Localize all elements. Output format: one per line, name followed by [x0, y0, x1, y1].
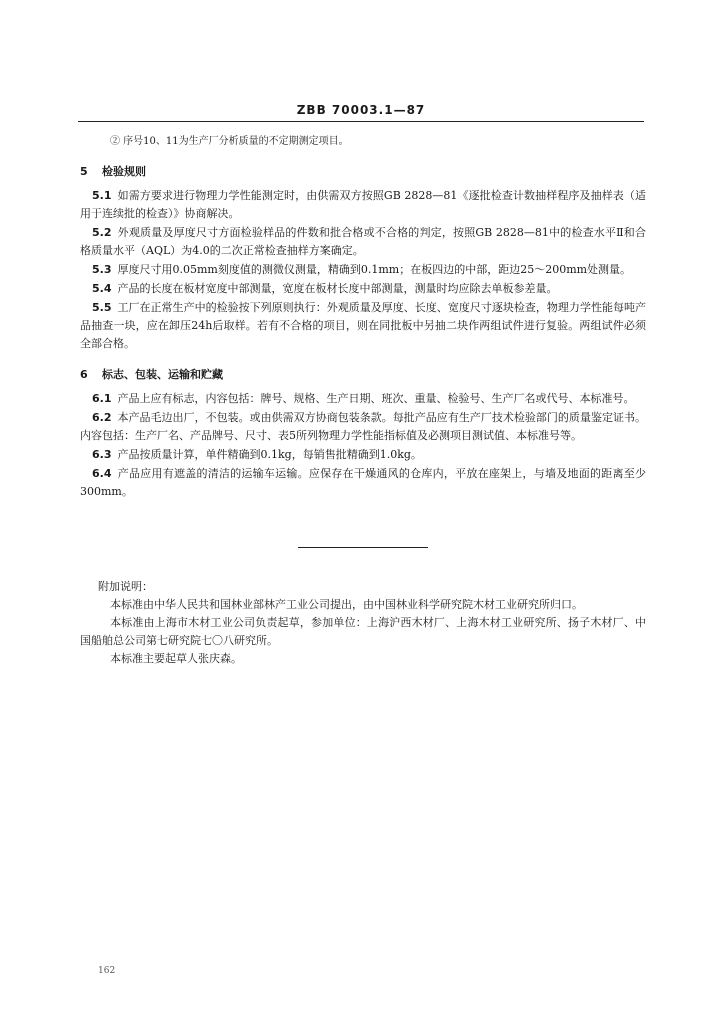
clause-number: 5.5	[92, 301, 112, 314]
table-footnote: ② 序号10、11为生产厂分析质量的不定期测定项目。	[110, 136, 349, 147]
clause-5-2	[80, 224, 646, 260]
section-number: 6	[80, 368, 88, 381]
clause-6-4	[80, 465, 646, 501]
clause-text: 工厂在正常生产中的检验按下列原则执行：外观质量及厚度、长度、宽度尺寸逐块检查，物理力学性能每吨产品抽查一块，应在卸压24h后取样。若有不合格的项目，则在同批板中另抽二块作两组试件进行复验。两组试件必须全部合格。	[80, 301, 646, 350]
clause-text: 产品上应有标志，内容包括：牌号、规格、生产日期、班次、重量、检验号、生产厂名或代号、本标准号。	[117, 392, 635, 405]
document-body	[80, 134, 646, 668]
standard-code-header: ZBB 70003.1—87	[296, 103, 426, 117]
clause-number: 6.1	[92, 392, 112, 405]
section-title: 标志、包装、运输和贮藏	[102, 368, 223, 381]
section-title: 检验规则	[102, 165, 146, 178]
clause-5-1	[80, 187, 646, 223]
clause-text: 产品按质量计算，单件精确到0.1kg，每销售批精确到1.0kg。	[117, 448, 422, 461]
clause-6-2	[80, 409, 646, 445]
clause-number: 5.3	[92, 263, 112, 276]
clause-number: 5.2	[92, 226, 112, 239]
appendix-line: 本标准由中华人民共和国林业部林产工业公司提出，由中国林业科学研究院木材工业研究所归口。	[110, 598, 583, 611]
clause-6-3	[80, 446, 646, 464]
clause-number: 6.2	[92, 411, 112, 424]
section-heading-6	[80, 366, 646, 384]
clause-text: 本产品毛边出厂，不包装。或由供需双方协商包装条款。每批产品应有生产厂技术检验部门的质量鉴定证书。内容包括：生产厂名、产品牌号、尺寸、表5所列物理力学性能指标值及必测项目测试值、本标准号等。	[80, 411, 646, 442]
section-divider	[298, 547, 428, 548]
clause-number: 5.1	[92, 189, 112, 202]
appendix-line: 本标准由上海市木材工业公司负责起草，参加单位：上海沪西木材厂、上海木材工业研究所、扬子木材厂、中国船舶总公司第七研究院七〇八研究所。	[80, 616, 646, 647]
clause-text: 如需方要求进行物理力学性能测定时，由供需双方按照GB 2828—81《逐批检查计数抽样程序及抽样表（适用于连续批的检查）》协商解决。	[80, 189, 646, 220]
appendix-title: 附加说明：	[98, 580, 153, 593]
appendix-line: 本标准主要起草人张庆森。	[110, 652, 242, 665]
header-rule	[78, 121, 644, 122]
clause-5-4	[80, 280, 646, 298]
clause-6-1	[80, 390, 646, 408]
section-number: 5	[80, 165, 88, 178]
clause-number: 6.3	[92, 448, 112, 461]
clause-number: 6.4	[92, 467, 112, 480]
clause-text: 厚度尺寸用0.05mm刻度值的测微仪测量，精确到0.1mm；在板四边的中部，距边25～200mm处测量。	[117, 263, 632, 276]
section-heading-5	[80, 163, 646, 181]
clause-text: 产品的长度在板材宽度中部测量，宽度在板材长度中部测量，测量时均应除去单板参差量。	[117, 282, 558, 295]
page-number: 162	[98, 966, 116, 976]
clause-5-5	[80, 299, 646, 353]
clause-number: 5.4	[92, 282, 112, 295]
clause-5-3	[80, 261, 646, 279]
clause-text: 产品应用有遮盖的清洁的运输车运输。应保存在干燥通风的仓库内，平放在座架上，与墙及地面的距离至少300mm。	[80, 467, 646, 498]
clause-text: 外观质量及厚度尺寸方面检验样品的件数和批合格或不合格的判定，按照GB 2828—81中的检查水平Ⅱ和合格质量水平（AQL）为4.0的二次正常检查抽样方案确定。	[80, 226, 646, 257]
